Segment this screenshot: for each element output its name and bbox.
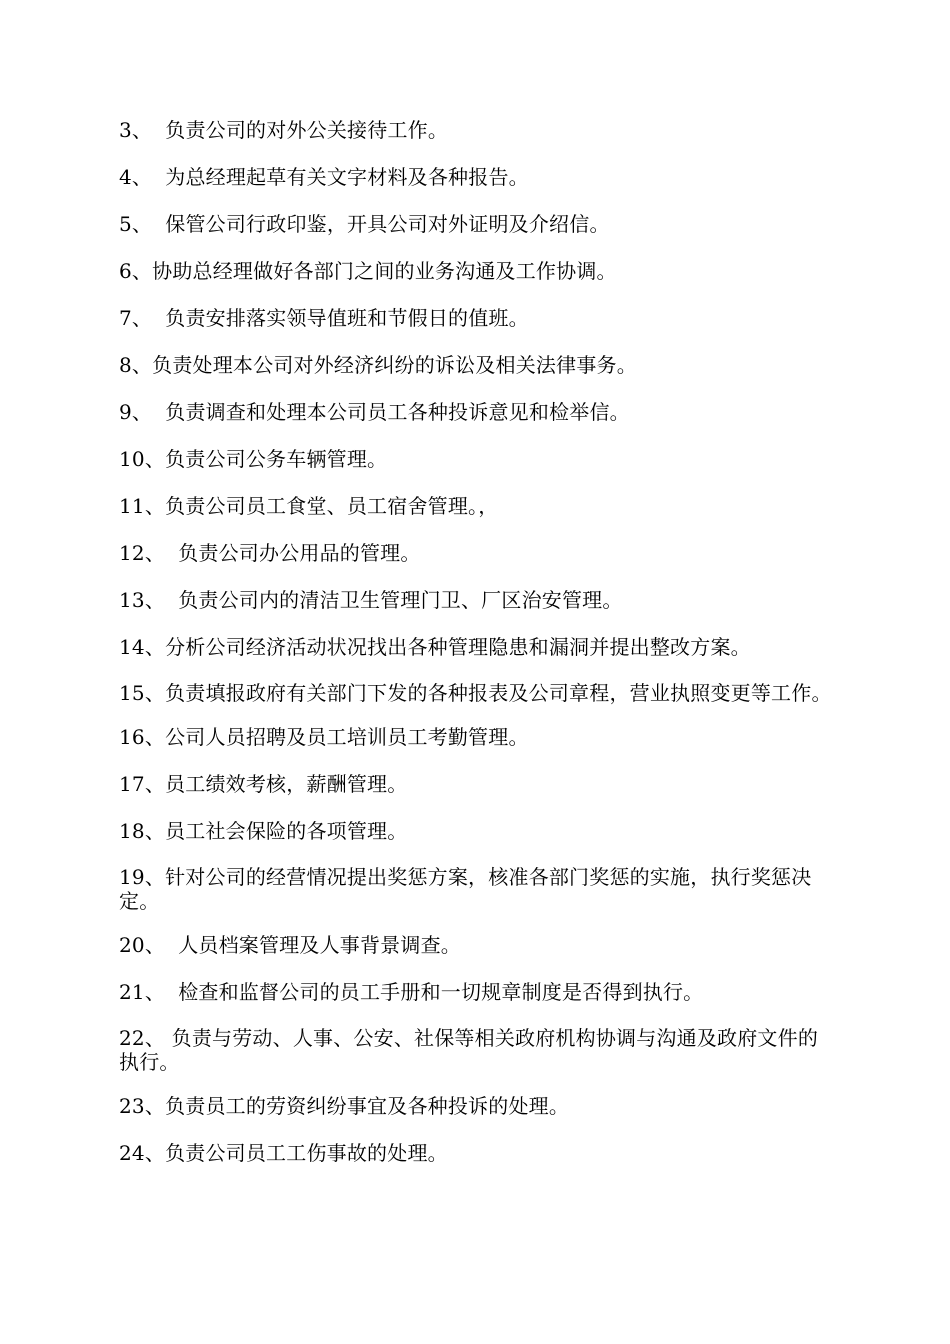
item-text: 负责与劳动、人事、公安、社保等相关政府机构协调与沟通及政府文件的执行。 bbox=[119, 1026, 819, 1074]
list-item bbox=[119, 724, 835, 750]
item-text: 员工社会保险的各项管理。 bbox=[165, 819, 408, 843]
item-number: 16、 bbox=[119, 725, 166, 749]
item-number: 13、 bbox=[119, 588, 166, 612]
item-text: 负责员工的劳资纠纷事宜及各种投诉的处理。 bbox=[165, 1094, 570, 1118]
item-gap bbox=[165, 980, 178, 1004]
item-number: 5、 bbox=[119, 212, 153, 236]
item-text: 负责公司员工工伤事故的处理。 bbox=[165, 1141, 448, 1165]
list-item bbox=[119, 305, 835, 331]
item-text: 负责公司内的清洁卫生管理门卫、厂区治安管理。 bbox=[178, 588, 623, 612]
item-text: 负责公司办公用品的管理。 bbox=[178, 541, 421, 565]
item-text: 人员档案管理及人事背景调查。 bbox=[178, 933, 461, 957]
list-item bbox=[119, 587, 835, 613]
item-text: 负责公司员工食堂、员工宿舍管理。， bbox=[165, 494, 499, 518]
item-text: 负责填报政府有关部门下发的各种报表及公司章程，营业执照变更等工作。 bbox=[165, 681, 832, 705]
item-text: 协助总经理做好各部门之间的业务沟通及工作协调。 bbox=[152, 259, 617, 283]
list-item bbox=[119, 932, 835, 958]
list-item bbox=[119, 1093, 835, 1119]
item-number: 23、 bbox=[119, 1094, 166, 1118]
item-text: 负责公司的对外公关接待工作。 bbox=[165, 118, 449, 142]
item-text: 负责安排落实领导值班和节假日的值班。 bbox=[165, 306, 529, 330]
item-number: 12、 bbox=[119, 541, 166, 565]
list-item bbox=[119, 352, 835, 378]
item-text: 负责处理本公司对外经济纠纷的诉讼及相关法律事务。 bbox=[152, 353, 637, 377]
item-text: 为总经理起草有关文字材料及各种报告。 bbox=[165, 165, 529, 189]
item-number: 15、 bbox=[119, 681, 166, 705]
item-text: 公司人员招聘及员工培训员工考勤管理。 bbox=[165, 725, 529, 749]
item-number: 9、 bbox=[119, 400, 153, 424]
item-gap bbox=[152, 400, 165, 424]
item-text: 针对公司的经营情况提出奖惩方案，核准各部门奖惩的实施，执行奖惩决定。 bbox=[119, 865, 812, 913]
list-item bbox=[119, 117, 835, 143]
item-number: 3、 bbox=[119, 118, 153, 142]
item-number: 10、 bbox=[119, 447, 166, 471]
item-number: 11、 bbox=[119, 494, 166, 518]
item-text: 员工绩效考核，薪酬管理。 bbox=[165, 772, 408, 796]
item-number: 8、 bbox=[119, 353, 153, 377]
item-number: 6、 bbox=[119, 259, 153, 283]
list-item bbox=[119, 865, 835, 913]
list-item bbox=[119, 634, 835, 660]
item-text: 负责公司公务车辆管理。 bbox=[165, 447, 388, 471]
list-item bbox=[119, 446, 835, 472]
item-text: 保管公司行政印鉴，开具公司对外证明及介绍信。 bbox=[165, 212, 610, 236]
item-gap bbox=[152, 306, 165, 330]
item-gap bbox=[152, 212, 165, 236]
list-item bbox=[119, 1026, 835, 1074]
duty-list bbox=[119, 117, 835, 1187]
list-item bbox=[119, 164, 835, 190]
item-number: 19、 bbox=[119, 865, 166, 889]
item-gap bbox=[165, 588, 178, 612]
list-item bbox=[119, 258, 835, 284]
item-number: 24、 bbox=[119, 1141, 166, 1165]
item-gap bbox=[152, 165, 165, 189]
item-gap bbox=[152, 118, 165, 142]
item-number: 18、 bbox=[119, 819, 166, 843]
list-item bbox=[119, 771, 835, 797]
item-number: 4、 bbox=[119, 165, 153, 189]
list-item bbox=[119, 979, 835, 1005]
item-number: 17、 bbox=[119, 772, 166, 796]
list-item bbox=[119, 1140, 835, 1166]
item-text: 检查和监督公司的员工手册和一切规章制度是否得到执行。 bbox=[178, 980, 704, 1004]
item-text: 负责调查和处理本公司员工各种投诉意见和检举信。 bbox=[165, 400, 630, 424]
item-gap bbox=[165, 541, 178, 565]
item-number: 20、 bbox=[119, 933, 166, 957]
list-item bbox=[119, 681, 835, 705]
list-item bbox=[119, 211, 835, 237]
item-text: 分析公司经济活动状况找出各种管理隐患和漏洞并提出整改方案。 bbox=[165, 635, 751, 659]
list-item bbox=[119, 493, 835, 519]
item-number: 21、 bbox=[119, 980, 166, 1004]
item-number: 14、 bbox=[119, 635, 166, 659]
item-number: 7、 bbox=[119, 306, 153, 330]
item-gap bbox=[165, 933, 178, 957]
list-item bbox=[119, 818, 835, 844]
list-item bbox=[119, 540, 835, 566]
list-item bbox=[119, 399, 835, 425]
item-number: 22、 bbox=[119, 1026, 166, 1050]
